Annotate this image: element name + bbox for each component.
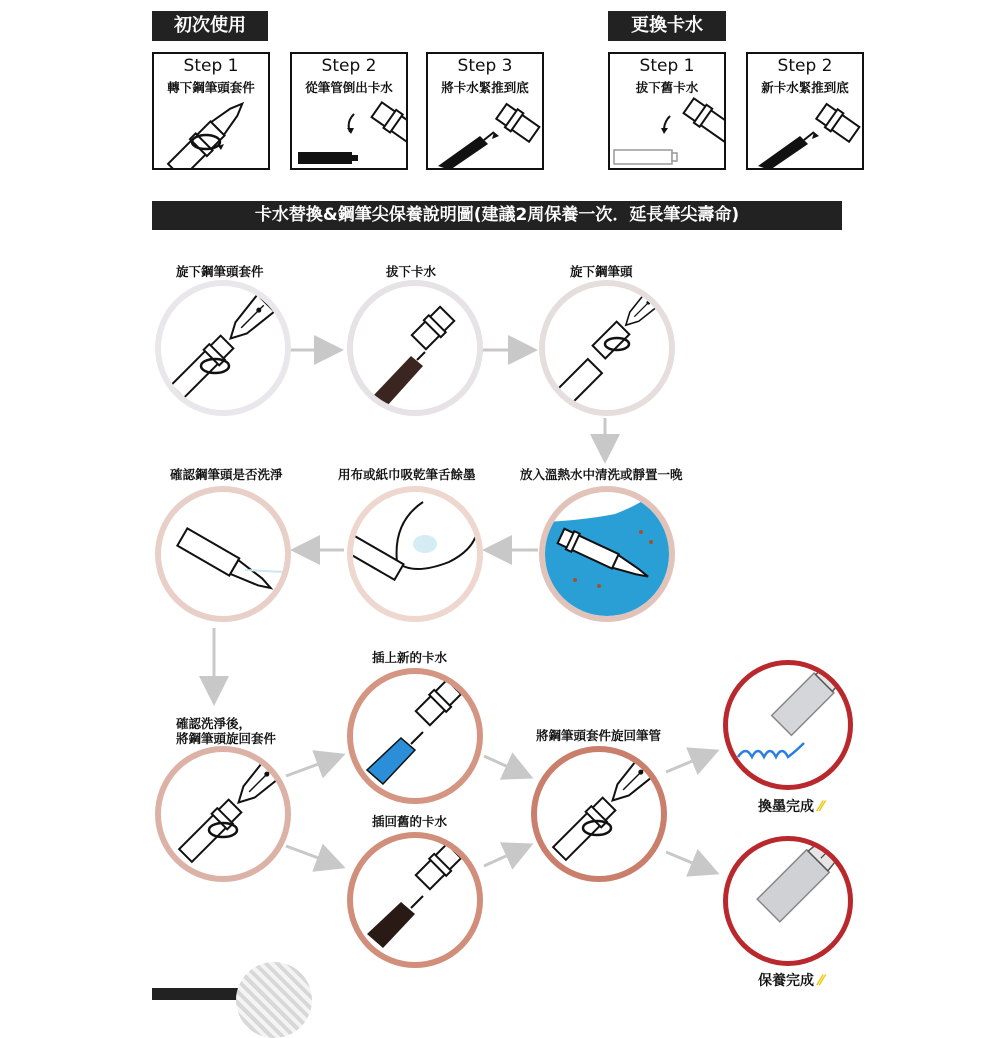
step-title: Step 2 xyxy=(321,56,377,76)
arrow-to-old xyxy=(286,846,340,866)
step-caption: 轉下鋼筆頭套件 xyxy=(167,80,255,95)
blot-ink-circle xyxy=(347,486,483,622)
arrow-to-new xyxy=(286,756,340,776)
done-ink-circle xyxy=(723,660,853,790)
sparkle-icon: ⁄⁄ xyxy=(818,973,824,989)
arrow-to-done-ink xyxy=(666,752,714,772)
insert-new-circle xyxy=(347,668,483,804)
step-unscrew-assembly-circle xyxy=(155,280,291,416)
label-pull-cartridge: 拔下卡水 xyxy=(386,264,437,279)
label-check-clean: 確認鋼筆頭是否洗淨 xyxy=(170,467,283,482)
soak-water-circle xyxy=(539,486,675,622)
sparkle-icon: ⁄⁄ xyxy=(818,799,824,815)
step-title: Step 1 xyxy=(183,56,239,76)
step-unscrew-nib-circle xyxy=(539,280,675,416)
step-caption: 從筆管倒出卡水 xyxy=(305,80,393,95)
step-title: Step 2 xyxy=(777,56,833,76)
step-caption: 將卡水緊推到底 xyxy=(441,80,529,95)
step-title: Step 3 xyxy=(457,56,513,76)
step-caption: 拔下舊卡水 xyxy=(635,80,699,95)
label-insert-new: 插上新的卡水 xyxy=(372,650,448,665)
label-unscrew-nib-assembly: 旋下鋼筆頭套件 xyxy=(176,264,264,279)
check-clean-circle xyxy=(155,486,291,622)
maintenance-banner: 卡水替換&鋼筆尖保養說明圖(建議2周保養一次．延長筆尖壽命) xyxy=(152,201,842,230)
step-pull-cartridge-circle xyxy=(347,280,483,416)
label-unscrew-nib: 旋下鋼筆頭 xyxy=(570,264,633,279)
screw-back-circle xyxy=(531,746,667,882)
decorative-pen-circle-icon xyxy=(236,962,312,1038)
done-ink-text: 換墨完成 xyxy=(758,799,814,815)
done-care-circle xyxy=(723,836,853,966)
step-caption: 新卡水緊推到底 xyxy=(761,80,849,95)
arrow-old-to-screw xyxy=(484,846,528,866)
reassemble-nib-circle xyxy=(155,746,291,882)
label-screw-back: 將鋼筆頭套件旋回筆管 xyxy=(536,728,662,743)
label-insert-old: 插回舊的卡水 xyxy=(372,814,448,829)
replace-ink-badge: 更換卡水 xyxy=(608,11,726,41)
done-ink-label xyxy=(758,796,824,816)
label-reassemble-1: 確認洗淨後， xyxy=(176,716,252,731)
step-title: Step 1 xyxy=(639,56,695,76)
done-care-label xyxy=(758,970,824,990)
label-blot-ink: 用布或紙巾吸乾筆舌餘墨 xyxy=(338,467,476,482)
first-use-badge: 初次使用 xyxy=(152,11,268,41)
done-care-text: 保養完成 xyxy=(758,973,814,989)
label-soak-water: 放入溫熱水中清洗或靜置一晚 xyxy=(520,467,683,482)
insert-old-circle xyxy=(347,832,483,968)
arrow-new-to-screw xyxy=(484,756,528,776)
arrow-to-done-care xyxy=(666,852,714,872)
label-reassemble-2: 將鋼筆頭旋回套件 xyxy=(176,731,277,746)
